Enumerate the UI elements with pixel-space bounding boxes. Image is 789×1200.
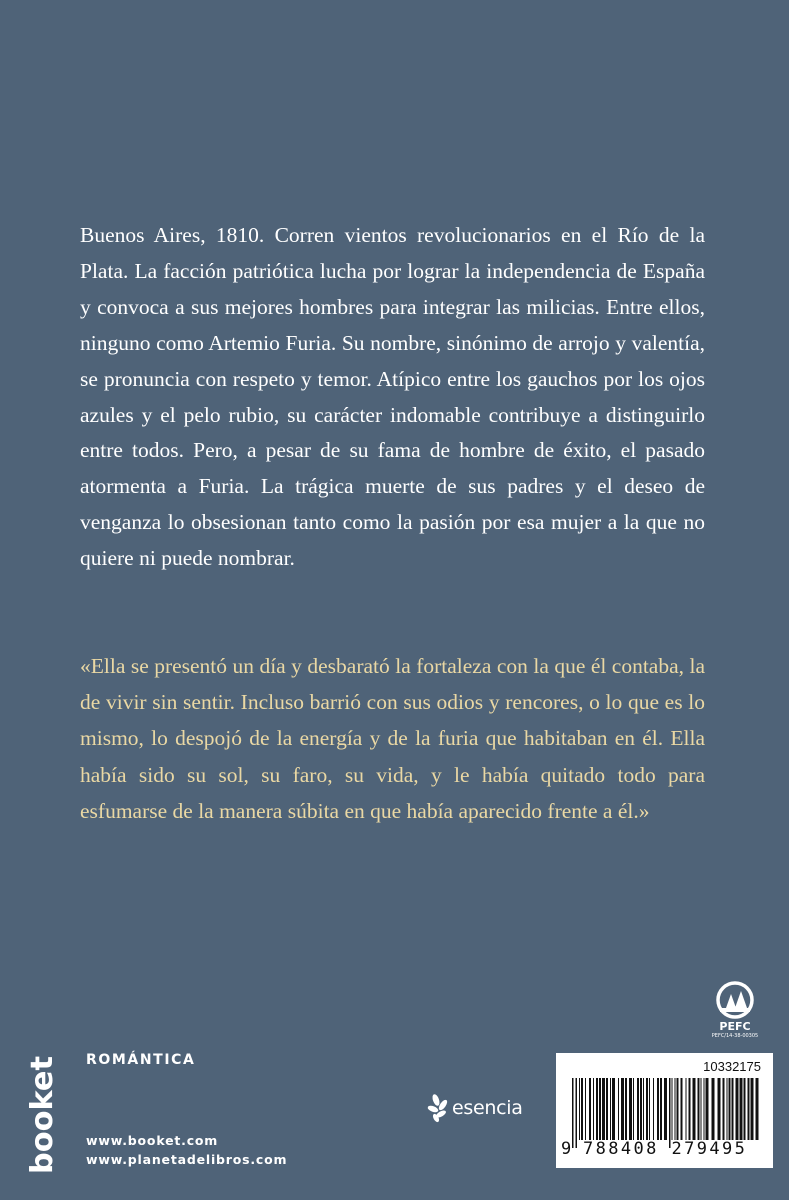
pefc-label: PEFC bbox=[719, 1020, 751, 1033]
barcode-bar bbox=[681, 1078, 683, 1140]
barcode-bar bbox=[640, 1078, 642, 1140]
barcode-bar bbox=[701, 1078, 702, 1140]
barcode-bar bbox=[686, 1078, 687, 1140]
barcode-bar bbox=[612, 1078, 615, 1140]
barcode-bar bbox=[610, 1078, 611, 1140]
barcode-bar bbox=[672, 1078, 673, 1140]
barcode-bar bbox=[732, 1078, 734, 1140]
barcode-bar bbox=[576, 1078, 578, 1148]
booket-logo bbox=[25, 1052, 60, 1180]
booket-logo-text: booket bbox=[25, 1057, 60, 1174]
barcode-box bbox=[556, 1053, 773, 1168]
barcode-bar bbox=[698, 1078, 700, 1140]
website-planetadelibros: www.planetadelibros.com bbox=[86, 1152, 288, 1167]
esencia-text: esencia bbox=[452, 1097, 523, 1119]
barcode-bar bbox=[579, 1078, 580, 1140]
barcode-bar bbox=[740, 1078, 743, 1140]
leaf-icon bbox=[428, 1094, 450, 1122]
barcode-bar bbox=[585, 1078, 586, 1140]
barcode-bar bbox=[596, 1078, 598, 1140]
pefc-logo bbox=[700, 982, 770, 1052]
pefc-code: PEFC/14-38-00305 bbox=[711, 1033, 759, 1039]
esencia-logo bbox=[428, 1094, 523, 1122]
barcode-bar bbox=[572, 1078, 574, 1148]
barcode-bar bbox=[689, 1078, 691, 1140]
barcode-bar bbox=[589, 1078, 591, 1140]
barcode-bar bbox=[625, 1078, 627, 1140]
barcode-bar bbox=[599, 1078, 601, 1140]
back-cover-blurb: Buenos Aires, 1810. Corren vientos revolucionarios en el Río de la Plata. La facción patriótica lucha por lograr la independencia de España y convoca a sus mejores hombres para integrar las milicias. Entre ellos, ninguno como Artemio Furia. Su nombre, sinónimo de arrojo y valentía, se pronuncia con respeto y temor. Atípico entre los gauchos por los ojos azules y el pelo rubio, su carácter indomable contribuye a distinguirlo entre todos. Pero, a pesar de su fama de hombre de éxito, el pasado atormenta a Furia. La trágica muerte de sus padres y el deseo de venganza lo obsesionan tanto como la pasión por esa mujer a la que no quiere ni puede nombrar. bbox=[80, 223, 705, 571]
barcode-bar bbox=[664, 1078, 667, 1140]
barcode-bar bbox=[618, 1078, 619, 1140]
barcode-bar bbox=[669, 1078, 671, 1148]
barcode-bar bbox=[660, 1078, 662, 1140]
barcode-bar bbox=[704, 1078, 705, 1140]
barcode-bar bbox=[606, 1078, 608, 1140]
book-quote: «Ella se presentó un día y desbarató la fortaleza con la que él contaba, la de vivir sin sentir. Incluso barrió con sus odios y rencores, o lo que es lo mismo, lo despojó de la energía y de la furia que habitaban en él. Ella había sido su sol, su faro, su vida, y le había quitado todo para esfumarse de la manera súbita en que había aparecido frente a él.» bbox=[80, 654, 705, 823]
barcode-bar bbox=[729, 1078, 731, 1140]
barcode-bar bbox=[748, 1078, 750, 1140]
barcode-bar bbox=[629, 1078, 632, 1140]
isbn-first-digit: 9 bbox=[561, 1139, 572, 1159]
barcode-bar bbox=[581, 1078, 583, 1140]
barcode-bar bbox=[718, 1078, 721, 1140]
barcode-bar bbox=[621, 1078, 624, 1140]
barcode-bar bbox=[677, 1078, 679, 1140]
barcode-bars bbox=[572, 1078, 762, 1148]
pefc-tree-icon bbox=[716, 982, 754, 1018]
barcode-bar bbox=[756, 1078, 759, 1140]
barcode-bar bbox=[602, 1078, 605, 1140]
barcode-bar bbox=[693, 1078, 696, 1140]
barcode-bar bbox=[723, 1078, 725, 1140]
barcode-bar bbox=[653, 1078, 654, 1140]
barcode-bar bbox=[637, 1078, 639, 1140]
barcode-bar bbox=[706, 1078, 709, 1140]
website-booket: www.booket.com bbox=[86, 1133, 219, 1148]
barcode-bar bbox=[675, 1078, 676, 1140]
barcode-bar bbox=[593, 1078, 594, 1140]
barcode-bar bbox=[633, 1078, 634, 1140]
genre-label: ROMÁNTICA bbox=[86, 1052, 196, 1068]
barcode-bar bbox=[736, 1078, 739, 1140]
barcode-bar bbox=[643, 1078, 644, 1140]
isbn-digits: 788408 279495 bbox=[583, 1139, 748, 1159]
barcode-bar bbox=[751, 1078, 754, 1140]
barcode-bar bbox=[744, 1078, 746, 1140]
barcode-bar bbox=[649, 1078, 650, 1140]
barcode-bar bbox=[727, 1078, 728, 1140]
barcode-bar bbox=[657, 1078, 659, 1140]
barcode-code: 10332175 bbox=[703, 1059, 761, 1074]
barcode-bar bbox=[712, 1078, 715, 1140]
barcode-bar bbox=[646, 1078, 648, 1140]
